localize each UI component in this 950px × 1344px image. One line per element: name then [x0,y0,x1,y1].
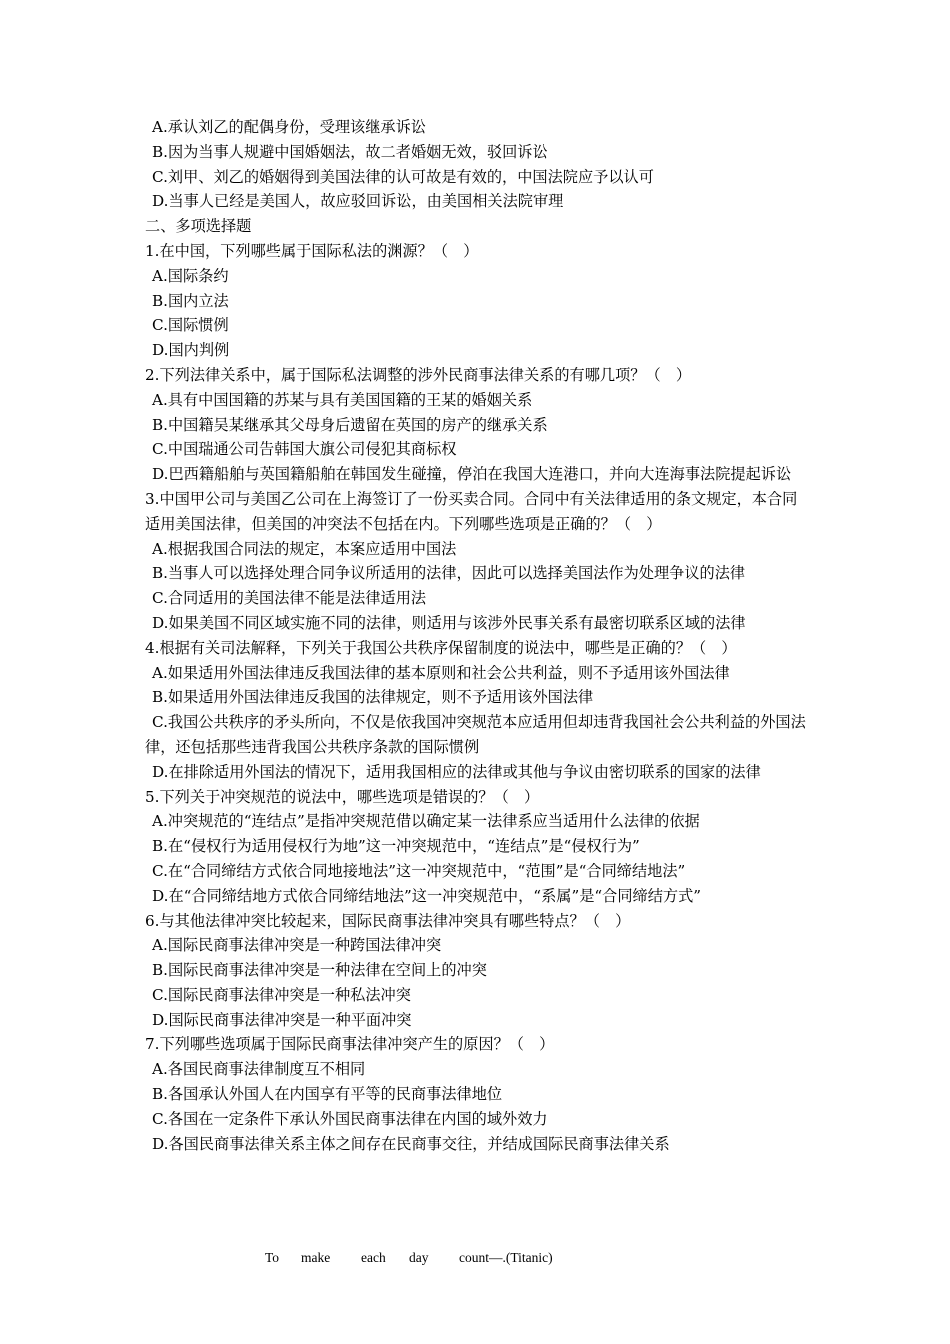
option-line: A.根据我国合同法的规定，本案应适用中国法 [152,539,457,558]
option-line: B.国内立法 [152,291,229,310]
section-title: 二、多项选择题 [145,217,252,236]
footer-word: count—.(Titanic) [459,1250,553,1265]
option-line: C.我国公共秩序的矛头所向，不仅是依我国冲突规范本应适用但却违背我国社会公共利益的外国法律，还包括那些违背我国公共秩序条款的国际惯例 [145,713,806,756]
question-stem: 3.中国甲公司与美国乙公司在上海签订了一份买卖合同。合同中有关法律适用的条文规定，本合同适用美国法律，但美国的冲突法不包括在内。下列哪些选项是正确的？（ ） [145,489,798,533]
option-line: C.中国瑞通公司告韩国大旗公司侵犯其商标权 [152,440,457,459]
option-line: A.如果适用外国法律违反我国法律的基本原则和社会公共利益，则不予适用该外国法律 [152,663,730,682]
document-body [145,115,810,1156]
option-line: D.在“合同缔结地方式依合同缔结地法”这一冲突规范中，“系属”是“合同缔结方式” [152,886,702,905]
option-line: D.各国民商事法律关系主体之间存在民商事交往，并结成国际民商事法律关系 [152,1134,670,1153]
question-stem: 6.与其他法律冲突比较起来，国际民商事法律冲突具有哪些特点？（ ） [145,911,631,930]
question-stem: 4.根据有关司法解释，下列关于我国公共秩序保留制度的说法中，哪些是正确的？（ ） [145,638,737,657]
option-line: D.当事人已经是美国人，故应驳回诉讼，由美国相关法院审理 [152,192,564,211]
footer-word: day [409,1250,429,1265]
footer-word: make [301,1250,331,1265]
option-line: B.各国承认外国人在内国享有平等的民商事法律地位 [152,1085,503,1104]
option-line: C.各国在一定条件下承认外国民商事法律在内国的域外效力 [152,1109,548,1128]
option-line: C.刘甲、刘乙的婚姻得到美国法律的认可故是有效的，中国法院应予以认可 [152,167,654,186]
footer-word: each [361,1250,386,1265]
option-line: B.中国籍吴某继承其父母身后遗留在英国的房产的继承关系 [152,415,548,434]
option-line: B.当事人可以选择处理合同争议所适用的法律，因此可以选择美国法作为处理争议的法律 [152,564,746,583]
option-line: A.承认刘乙的配偶身份，受理该继承诉讼 [152,118,426,136]
option-line: B.在“侵权行为适用侵权行为地”这一冲突规范中，“连结点”是“侵权行为” [152,837,640,856]
option-line: D.在排除适用外国法的情况下，适用我国相应的法律或其他与争议由密切联系的国家的法律 [152,762,761,781]
question-stem: 2.下列法律关系中，属于国际私法调整的涉外民商事法律关系的有哪几项？（ ） [145,365,692,384]
option-line: C.合同适用的美国法律不能是法律适用法 [152,589,427,608]
option-line: A.冲突规范的“连结点”是指冲突规范借以确定某一法律系应当适用什么法律的依据 [152,812,700,831]
option-line: A.具有中国国籍的苏某与具有美国国籍的王某的婚姻关系 [152,390,533,409]
option-line: C.国际民商事法律冲突是一种私法冲突 [152,985,411,1004]
question-stem: 5.下列关于冲突规范的说法中，哪些选项是错误的？（ ） [145,787,540,806]
option-line: D.国内判例 [152,341,230,360]
option-line: B.因为当事人规避中国婚姻法，故二者婚姻无效，驳回诉讼 [152,142,548,161]
option-line: D.巴西籍船舶与英国籍船舶在韩国发生碰撞，停泊在我国大连港口，并向大连海事法院提起诉讼 [152,465,792,484]
option-line: A.国际民商事法律冲突是一种跨国法律冲突 [152,936,442,955]
page-footer [265,1250,553,1266]
option-line: A.各国民商事法律制度互不相同 [152,1060,366,1079]
option-line: B.如果适用外国法律违反我国的法律规定，则不予适用该外国法律 [152,688,594,707]
option-line: D.国际民商事法律冲突是一种平面冲突 [152,1010,412,1029]
question-stem: 7.下列哪些选项属于国际民商事法律冲突产生的原因？（ ） [145,1035,555,1054]
question-stem: 1.在中国，下列哪些属于国际私法的渊源？（ ） [145,241,479,260]
footer-word: To [265,1250,280,1265]
option-line: A.国际条约 [152,266,229,285]
option-line: C.在“合同缔结方式依合同地接地法”这一冲突规范中，“范围”是“合同缔结地法” [152,861,686,880]
option-line: D.如果美国不同区域实施不同的法律，则适用与该涉外民事关系有最密切联系区域的法律 [152,613,746,632]
option-line: B.国际民商事法律冲突是一种法律在空间上的冲突 [152,961,487,980]
option-line: C.国际惯例 [152,316,229,335]
